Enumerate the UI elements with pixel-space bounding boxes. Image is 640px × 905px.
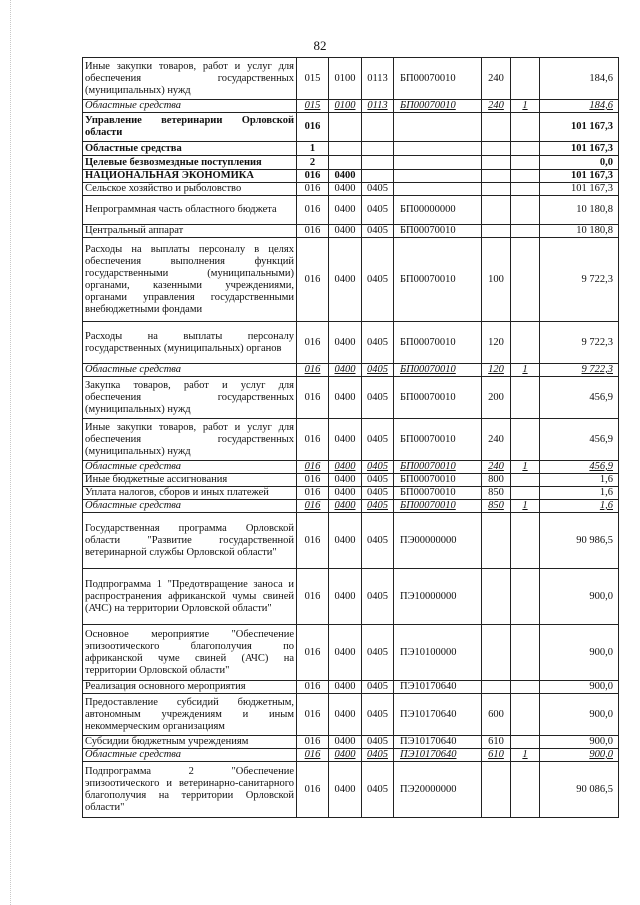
- row-subsection-code: [362, 142, 394, 156]
- row-section-code: 0400: [329, 170, 362, 183]
- row-name: Управление ветеринарии Орловской области: [83, 113, 297, 142]
- row-subsection-code: 0405: [362, 762, 394, 818]
- table-row: [83, 170, 619, 183]
- row-section-code: 0400: [329, 183, 362, 196]
- row-expense-type: [482, 513, 511, 569]
- row-target-article: БП00070010: [394, 100, 482, 113]
- table-row: [83, 113, 619, 142]
- table-row: [83, 183, 619, 196]
- row-expense-type: 850: [482, 487, 511, 500]
- row-name: НАЦИОНАЛЬНАЯ ЭКОНОМИКА: [83, 170, 297, 183]
- row-funding-source: [511, 183, 540, 196]
- row-name: Сельское хозяйство и рыболовство: [83, 183, 297, 196]
- row-funding-source: 1: [511, 500, 540, 513]
- row-subsection-code: 0405: [362, 625, 394, 681]
- row-amount: 900,0: [540, 569, 619, 625]
- row-target-article: ПЭ10170640: [394, 694, 482, 736]
- row-funding-source: [511, 377, 540, 419]
- row-department-code: 016: [297, 238, 329, 322]
- row-target-article: БП00070010: [394, 364, 482, 377]
- row-section-code: 0400: [329, 364, 362, 377]
- row-section-code: 0400: [329, 736, 362, 749]
- row-expense-type: 200: [482, 377, 511, 419]
- row-funding-source: [511, 762, 540, 818]
- row-amount: 101 167,3: [540, 170, 619, 183]
- row-subsection-code: 0405: [362, 196, 394, 225]
- row-section-code: 0400: [329, 225, 362, 238]
- row-amount: 184,6: [540, 100, 619, 113]
- row-name: Закупка товаров, работ и услуг для обеспечения государственных (муниципальных) нужд: [83, 377, 297, 419]
- row-target-article: БП00000000: [394, 196, 482, 225]
- table-row: [83, 681, 619, 694]
- table-row: [83, 736, 619, 749]
- row-amount: 456,9: [540, 461, 619, 474]
- row-name: Подпрограмма 2 "Обеспечение эпизоотического и ветеринарно-санитарного благополучия на территории Орловской области": [83, 762, 297, 818]
- row-department-code: 016: [297, 513, 329, 569]
- row-department-code: 016: [297, 196, 329, 225]
- binding-margin-line: [10, 0, 11, 905]
- row-department-code: 016: [297, 364, 329, 377]
- row-amount: 900,0: [540, 625, 619, 681]
- row-section-code: 0400: [329, 749, 362, 762]
- row-amount: 900,0: [540, 694, 619, 736]
- row-target-article: БП00070010: [394, 322, 482, 364]
- table-row: [83, 238, 619, 322]
- row-name: Основное мероприятие "Обеспечение эпизоотического благополучия по африканской чуме свиней (АЧС) на территории Орловской области": [83, 625, 297, 681]
- row-target-article: БП00070010: [394, 487, 482, 500]
- row-section-code: 0400: [329, 694, 362, 736]
- row-department-code: 016: [297, 322, 329, 364]
- row-expense-type: 120: [482, 364, 511, 377]
- table-row: [83, 196, 619, 225]
- row-target-article: ПЭ10100000: [394, 625, 482, 681]
- row-amount: 101 167,3: [540, 113, 619, 142]
- table-row: [83, 364, 619, 377]
- row-target-article: ПЭ20000000: [394, 762, 482, 818]
- row-funding-source: [511, 225, 540, 238]
- row-name: Уплата налогов, сборов и иных платежей: [83, 487, 297, 500]
- row-expense-type: [482, 225, 511, 238]
- row-expense-type: [482, 681, 511, 694]
- row-name: Расходы на выплаты персоналу государственных (муниципальных) органов: [83, 322, 297, 364]
- table-row: [83, 377, 619, 419]
- row-funding-source: [511, 58, 540, 100]
- page-number: 82: [313, 38, 327, 53]
- row-target-article: БП00070010: [394, 419, 482, 461]
- row-target-article: [394, 142, 482, 156]
- row-name: Областные средства: [83, 100, 297, 113]
- row-name: Предоставление субсидий бюджетным, автономным учреждениям и иным некоммерческим организациям: [83, 694, 297, 736]
- row-expense-type: 240: [482, 461, 511, 474]
- row-department-code: 016: [297, 487, 329, 500]
- row-expense-type: 800: [482, 474, 511, 487]
- row-amount: 184,6: [540, 58, 619, 100]
- row-name: Иные закупки товаров, работ и услуг для обеспечения государственных (муниципальных) нужд: [83, 419, 297, 461]
- row-funding-source: [511, 474, 540, 487]
- row-subsection-code: 0405: [362, 500, 394, 513]
- row-subsection-code: 0405: [362, 736, 394, 749]
- row-section-code: 0400: [329, 461, 362, 474]
- row-expense-type: [482, 183, 511, 196]
- row-funding-source: [511, 694, 540, 736]
- row-funding-source: [511, 513, 540, 569]
- row-department-code: 015: [297, 58, 329, 100]
- row-section-code: 0400: [329, 238, 362, 322]
- row-name: Подпрограмма 1 "Предотвращение заноса и распространения африканской чумы свиней (АЧС) на территории Орловской области": [83, 569, 297, 625]
- table-row: [83, 322, 619, 364]
- row-target-article: ПЭ10170640: [394, 749, 482, 762]
- row-department-code: 016: [297, 113, 329, 142]
- row-amount: 0,0: [540, 156, 619, 170]
- row-amount: 1,6: [540, 487, 619, 500]
- row-funding-source: 1: [511, 100, 540, 113]
- row-amount: 456,9: [540, 377, 619, 419]
- row-section-code: [329, 156, 362, 170]
- row-target-article: ПЭ10170640: [394, 681, 482, 694]
- row-subsection-code: 0405: [362, 513, 394, 569]
- row-section-code: [329, 113, 362, 142]
- row-name: Расходы на выплаты персоналу в целях обеспечения выполнения функций государственными (муниципальными) органами, казенными учреждениями, органами управления государственными внебюджетными фондами: [83, 238, 297, 322]
- table-row: [83, 500, 619, 513]
- row-target-article: [394, 170, 482, 183]
- row-expense-type: [482, 113, 511, 142]
- row-funding-source: [511, 322, 540, 364]
- row-target-article: БП00070010: [394, 238, 482, 322]
- row-funding-source: [511, 113, 540, 142]
- row-department-code: 016: [297, 377, 329, 419]
- row-section-code: 0400: [329, 681, 362, 694]
- row-subsection-code: 0405: [362, 749, 394, 762]
- row-section-code: 0400: [329, 762, 362, 818]
- row-name: Областные средства: [83, 500, 297, 513]
- row-amount: 90 086,5: [540, 762, 619, 818]
- row-amount: 456,9: [540, 419, 619, 461]
- row-section-code: 0400: [329, 322, 362, 364]
- row-funding-source: [511, 736, 540, 749]
- row-department-code: 016: [297, 225, 329, 238]
- row-name: Непрограммная часть областного бюджета: [83, 196, 297, 225]
- row-funding-source: [511, 681, 540, 694]
- row-target-article: ПЭ10170640: [394, 736, 482, 749]
- table-row: [83, 100, 619, 113]
- row-department-code: 1: [297, 142, 329, 156]
- row-expense-type: [482, 625, 511, 681]
- row-department-code: 016: [297, 625, 329, 681]
- row-subsection-code: 0405: [362, 461, 394, 474]
- row-subsection-code: 0405: [362, 487, 394, 500]
- row-subsection-code: 0405: [362, 694, 394, 736]
- row-subsection-code: 0405: [362, 322, 394, 364]
- row-expense-type: 100: [482, 238, 511, 322]
- row-name: Областные средства: [83, 364, 297, 377]
- row-amount: 101 167,3: [540, 142, 619, 156]
- row-expense-type: [482, 170, 511, 183]
- row-amount: 101 167,3: [540, 183, 619, 196]
- row-department-code: 016: [297, 569, 329, 625]
- row-target-article: ПЭ00000000: [394, 513, 482, 569]
- row-subsection-code: 0405: [362, 225, 394, 238]
- row-expense-type: 240: [482, 58, 511, 100]
- row-funding-source: [511, 156, 540, 170]
- table-row: [83, 474, 619, 487]
- row-target-article: [394, 156, 482, 170]
- row-name: Реализация основного мероприятия: [83, 681, 297, 694]
- table-row: [83, 487, 619, 500]
- row-name: Областные средства: [83, 461, 297, 474]
- row-section-code: 0400: [329, 196, 362, 225]
- row-department-code: 2: [297, 156, 329, 170]
- row-department-code: 016: [297, 419, 329, 461]
- row-name: Областные средства: [83, 142, 297, 156]
- table-row: [83, 569, 619, 625]
- row-subsection-code: 0405: [362, 183, 394, 196]
- row-amount: 1,6: [540, 500, 619, 513]
- row-subsection-code: 0405: [362, 569, 394, 625]
- row-section-code: 0400: [329, 419, 362, 461]
- row-section-code: 0100: [329, 58, 362, 100]
- row-subsection-code: 0405: [362, 474, 394, 487]
- row-name: Центральный аппарат: [83, 225, 297, 238]
- row-target-article: БП00070010: [394, 225, 482, 238]
- row-subsection-code: 0405: [362, 364, 394, 377]
- row-department-code: 016: [297, 183, 329, 196]
- table-row: [83, 419, 619, 461]
- row-section-code: 0400: [329, 500, 362, 513]
- row-name: Иные закупки товаров, работ и услуг для обеспечения государственных (муниципальных) нужд: [83, 58, 297, 100]
- row-amount: 900,0: [540, 736, 619, 749]
- row-expense-type: 850: [482, 500, 511, 513]
- row-funding-source: [511, 419, 540, 461]
- row-target-article: БП00070010: [394, 377, 482, 419]
- row-funding-source: 1: [511, 749, 540, 762]
- row-target-article: [394, 183, 482, 196]
- row-amount: 10 180,8: [540, 225, 619, 238]
- row-section-code: 0400: [329, 513, 362, 569]
- row-section-code: 0400: [329, 474, 362, 487]
- table-row: [83, 513, 619, 569]
- row-target-article: БП00070010: [394, 474, 482, 487]
- row-amount: 9 722,3: [540, 364, 619, 377]
- row-subsection-code: 0405: [362, 238, 394, 322]
- row-subsection-code: 0405: [362, 681, 394, 694]
- row-funding-source: [511, 170, 540, 183]
- row-subsection-code: [362, 156, 394, 170]
- budget-table: [82, 57, 619, 818]
- row-expense-type: [482, 156, 511, 170]
- row-expense-type: [482, 569, 511, 625]
- row-name: Иные бюджетные ассигнования: [83, 474, 297, 487]
- row-amount: 900,0: [540, 749, 619, 762]
- row-section-code: [329, 142, 362, 156]
- row-target-article: БП00070010: [394, 461, 482, 474]
- table-row: [83, 225, 619, 238]
- row-funding-source: [511, 142, 540, 156]
- row-department-code: 016: [297, 694, 329, 736]
- row-name: Государственная программа Орловской области "Развитие государственной ветеринарной службы Орловской области": [83, 513, 297, 569]
- row-amount: 90 986,5: [540, 513, 619, 569]
- row-expense-type: 610: [482, 736, 511, 749]
- row-name: Областные средства: [83, 749, 297, 762]
- table-row: [83, 749, 619, 762]
- row-section-code: 0400: [329, 569, 362, 625]
- table-row: [83, 762, 619, 818]
- row-amount: 9 722,3: [540, 322, 619, 364]
- row-department-code: 016: [297, 736, 329, 749]
- row-section-code: 0400: [329, 487, 362, 500]
- row-subsection-code: [362, 113, 394, 142]
- row-section-code: 0400: [329, 625, 362, 681]
- table-row: [83, 58, 619, 100]
- row-target-article: БП00070010: [394, 500, 482, 513]
- table-row: [83, 156, 619, 170]
- row-funding-source: [511, 625, 540, 681]
- row-department-code: 016: [297, 681, 329, 694]
- row-funding-source: [511, 238, 540, 322]
- row-target-article: [394, 113, 482, 142]
- row-name: Субсидии бюджетным учреждениям: [83, 736, 297, 749]
- row-department-code: 015: [297, 100, 329, 113]
- row-target-article: ПЭ10000000: [394, 569, 482, 625]
- row-subsection-code: [362, 170, 394, 183]
- row-department-code: 016: [297, 500, 329, 513]
- row-subsection-code: 0113: [362, 100, 394, 113]
- row-section-code: 0100: [329, 100, 362, 113]
- row-funding-source: 1: [511, 461, 540, 474]
- row-name: Целевые безвозмездные поступления: [83, 156, 297, 170]
- row-department-code: 016: [297, 170, 329, 183]
- row-target-article: БП00070010: [394, 58, 482, 100]
- row-department-code: 016: [297, 474, 329, 487]
- row-subsection-code: 0405: [362, 419, 394, 461]
- row-expense-type: 240: [482, 419, 511, 461]
- row-expense-type: 240: [482, 100, 511, 113]
- row-amount: 9 722,3: [540, 238, 619, 322]
- row-funding-source: 1: [511, 364, 540, 377]
- row-subsection-code: 0405: [362, 377, 394, 419]
- row-expense-type: [482, 196, 511, 225]
- table-row: [83, 625, 619, 681]
- row-department-code: 016: [297, 762, 329, 818]
- row-expense-type: 610: [482, 749, 511, 762]
- row-department-code: 016: [297, 749, 329, 762]
- row-funding-source: [511, 196, 540, 225]
- row-expense-type: [482, 142, 511, 156]
- row-funding-source: [511, 487, 540, 500]
- row-section-code: 0400: [329, 377, 362, 419]
- table-row: [83, 461, 619, 474]
- row-department-code: 016: [297, 461, 329, 474]
- row-funding-source: [511, 569, 540, 625]
- table-row: [83, 694, 619, 736]
- row-amount: 1,6: [540, 474, 619, 487]
- row-amount: 10 180,8: [540, 196, 619, 225]
- row-expense-type: 600: [482, 694, 511, 736]
- row-expense-type: 120: [482, 322, 511, 364]
- row-amount: 900,0: [540, 681, 619, 694]
- row-subsection-code: 0113: [362, 58, 394, 100]
- table-row: [83, 142, 619, 156]
- row-expense-type: [482, 762, 511, 818]
